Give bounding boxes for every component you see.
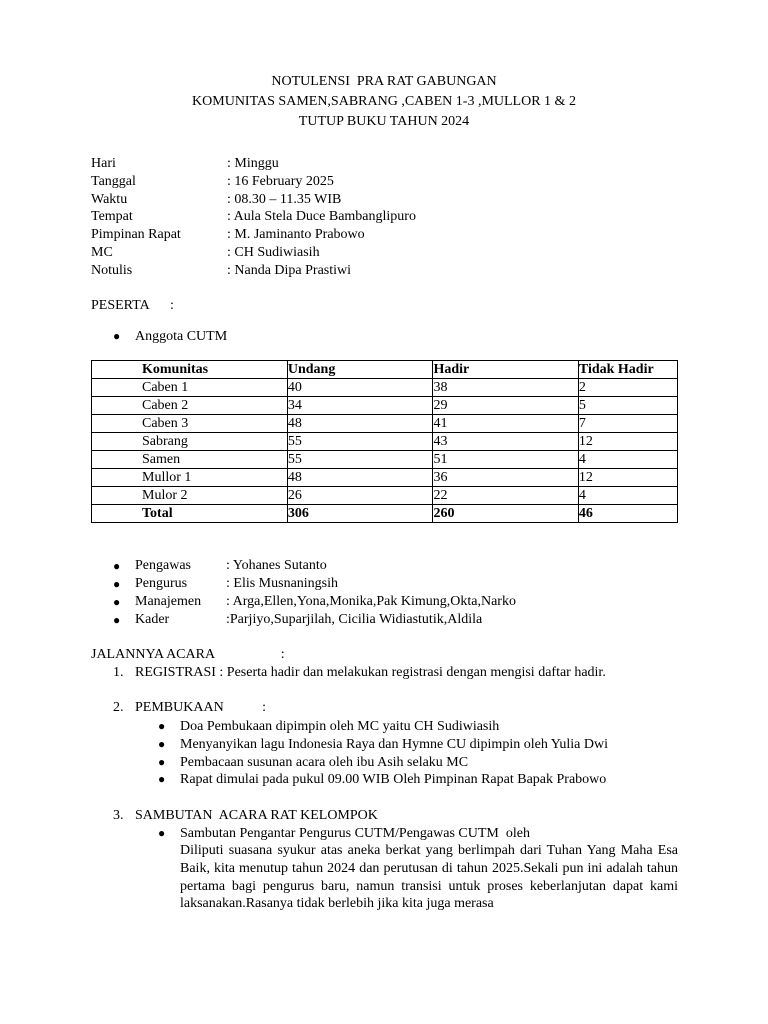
table-cell: 22 [433,487,578,505]
table-row [92,451,678,469]
table-cell: Mulor 2 [92,487,288,505]
info-value: : 08.30 – 11.35 WIB [227,191,342,207]
list-item-text: Doa Pembukaan dipimpin oleh MC yaitu CH Sudiwiasih [180,719,500,734]
table-row [92,379,678,397]
info-row [91,155,416,173]
table-cell: 40 [287,379,433,397]
staff-value: : Yohanes Sutanto [226,558,327,573]
info-value: : Nanda Dipa Prastiwi [227,262,352,278]
info-row [91,173,416,191]
table-cell: 48 [287,415,433,433]
table-row [92,469,678,487]
title-line-1: NOTULENSI PRA RAT GABUNGAN [271,74,497,89]
bullet-icon: ● [113,329,121,343]
list-item [113,611,516,629]
column-header: Tidak Hadir [578,361,677,379]
bullet-icon: ● [113,595,121,609]
title-line-2: KOMUNITAS SAMEN,SABRANG ,CABEN 1-3 ,MULLOR 1 & 2 [192,94,576,109]
info-value: : Aula Stela Duce Bambanglipuro [227,209,416,225]
info-label: Tempat [91,209,133,225]
column-header: Komunitas [92,361,288,379]
table-cell: 43 [433,433,578,451]
table-cell: 306 [287,505,433,523]
bullet-icon: ● [158,719,166,733]
table-cell: 46 [578,505,677,523]
table-cell: 55 [287,451,433,469]
info-row [91,208,416,226]
info-row [91,226,416,244]
table-cell: 7 [578,415,677,433]
table-cell: 4 [578,487,677,505]
peserta-heading: PESERTA : [91,298,174,313]
staff-label: Manajemen [135,594,202,609]
info-label: Pimpinan Rapat [91,227,181,243]
info-value: : M. Jaminanto Prabowo [227,227,365,243]
bullet-icon: ● [158,736,166,751]
agenda-item [113,808,378,824]
jalannya-heading: JALANNYA ACARA : [91,647,285,662]
table-cell: Samen [92,451,288,469]
bullet-icon: ● [158,772,166,787]
table-cell: 12 [578,433,677,451]
column-header: Hadir [433,361,578,379]
staff-label: Kader [135,612,170,627]
list-item [158,825,530,843]
list-item-text: Sambutan Pengantar Pengurus CUTM/Pengawas CUTM oleh [180,826,530,841]
sambutan-list [158,825,530,843]
list-item [113,575,516,593]
table-cell: 26 [287,487,433,505]
attendance-table [91,360,678,523]
info-label: MC [91,244,113,260]
table-cell: Mullor 1 [92,469,288,487]
staff-value: : Arga,Ellen,Yona,Monika,Pak Kimung,Okta,Narko [226,594,516,609]
list-item [158,771,608,789]
table-cell: 51 [433,451,578,469]
list-item [113,593,516,611]
bullet-icon: ● [158,754,166,769]
pembukaan-list [158,718,608,789]
table-cell: 12 [578,469,677,487]
anggota-label: Anggota CUTM [135,329,228,344]
info-value: : Minggu [227,156,279,171]
table-cell: Caben 2 [92,397,288,415]
agenda-number: 2. [113,700,124,715]
table-cell: 48 [287,469,433,487]
info-row [91,262,416,280]
table-cell: 34 [287,397,433,415]
list-item [113,557,516,575]
table-cell: Caben 3 [92,415,288,433]
table-cell: 260 [433,505,578,523]
agenda-item [113,700,266,716]
staff-label: Pengurus [135,576,188,591]
sambutan-paragraph: Diliputi suasana syukur atas aneka berkat yang berlimpah dari Tuhan Yang Maha Esa Baik, kita menutup tahun 2024 dan perutusan di tahun 2025.Sekali pun ini adalah tahun pertama bagi pengurus baru, namun transisi untuk proses keberlanjutan dapat kami laksanakan.Rasanya tidak berlebih jika kita juga merasa [180,843,678,912]
staff-list [113,557,516,629]
list-item [158,718,608,736]
table-cell: 5 [578,397,677,415]
table-cell: 55 [287,433,433,451]
column-header: Undang [287,361,433,379]
table-row [92,487,678,505]
info-label: Waktu [91,191,128,207]
anggota-bullet [113,329,227,345]
bullet-icon: ● [113,613,121,627]
table-total-row [92,505,678,523]
list-item-text: Menyanyikan lagu Indonesia Raya dan Hymne CU dipimpin oleh Yulia Dwi [180,736,608,752]
table-cell: 36 [433,469,578,487]
info-value: : CH Sudiwiasih [227,244,320,260]
table-row [92,433,678,451]
table-row [92,397,678,415]
table-cell: 41 [433,415,578,433]
table-cell: 4 [578,451,677,469]
agenda-text: PEMBUKAAN : [135,700,267,715]
info-value: : 16 February 2025 [227,173,334,189]
bullet-icon: ● [113,577,121,591]
title-line-3: TUTUP BUKU TAHUN 2024 [298,114,470,129]
table-cell: Total [92,505,288,523]
staff-value: : Elis Musnaningsih [226,576,339,591]
bullet-icon: ● [158,826,166,840]
table-cell: 38 [433,379,578,397]
staff-label: Pengawas [135,558,191,573]
list-item [158,754,608,772]
agenda-text: REGISTRASI : Peserta hadir dan melakukan registrasi dengan mengisi daftar hadir. [135,665,606,680]
info-label: Hari [91,156,116,171]
agenda-number: 1. [113,665,124,680]
table-row [92,415,678,433]
list-item [158,736,608,754]
agenda-text: SAMBUTAN ACARA RAT KELOMPOK [135,808,378,823]
info-row [91,191,416,209]
staff-value: :Parjiyo,Suparjilah, Cicilia Widiastutik,Aldila [226,612,483,627]
table-cell: Caben 1 [92,379,288,397]
agenda-number: 3. [113,808,124,823]
info-row [91,244,416,262]
document-title [0,72,768,132]
info-label: Notulis [91,262,133,278]
list-item-text: Pembacaan susunan acara oleh ibu Asih selaku MC [180,754,469,770]
meeting-info [91,155,416,280]
info-label: Tanggal [91,173,136,189]
table-cell: 29 [433,397,578,415]
list-item-text: Rapat dimulai pada pukul 09.00 WIB Oleh Pimpinan Rapat Bapak Prabowo [180,772,607,788]
bullet-icon: ● [113,559,121,573]
table-cell: Sabrang [92,433,288,451]
table-header-row [92,361,678,379]
table-cell: 2 [578,379,677,397]
agenda-item [113,665,606,681]
